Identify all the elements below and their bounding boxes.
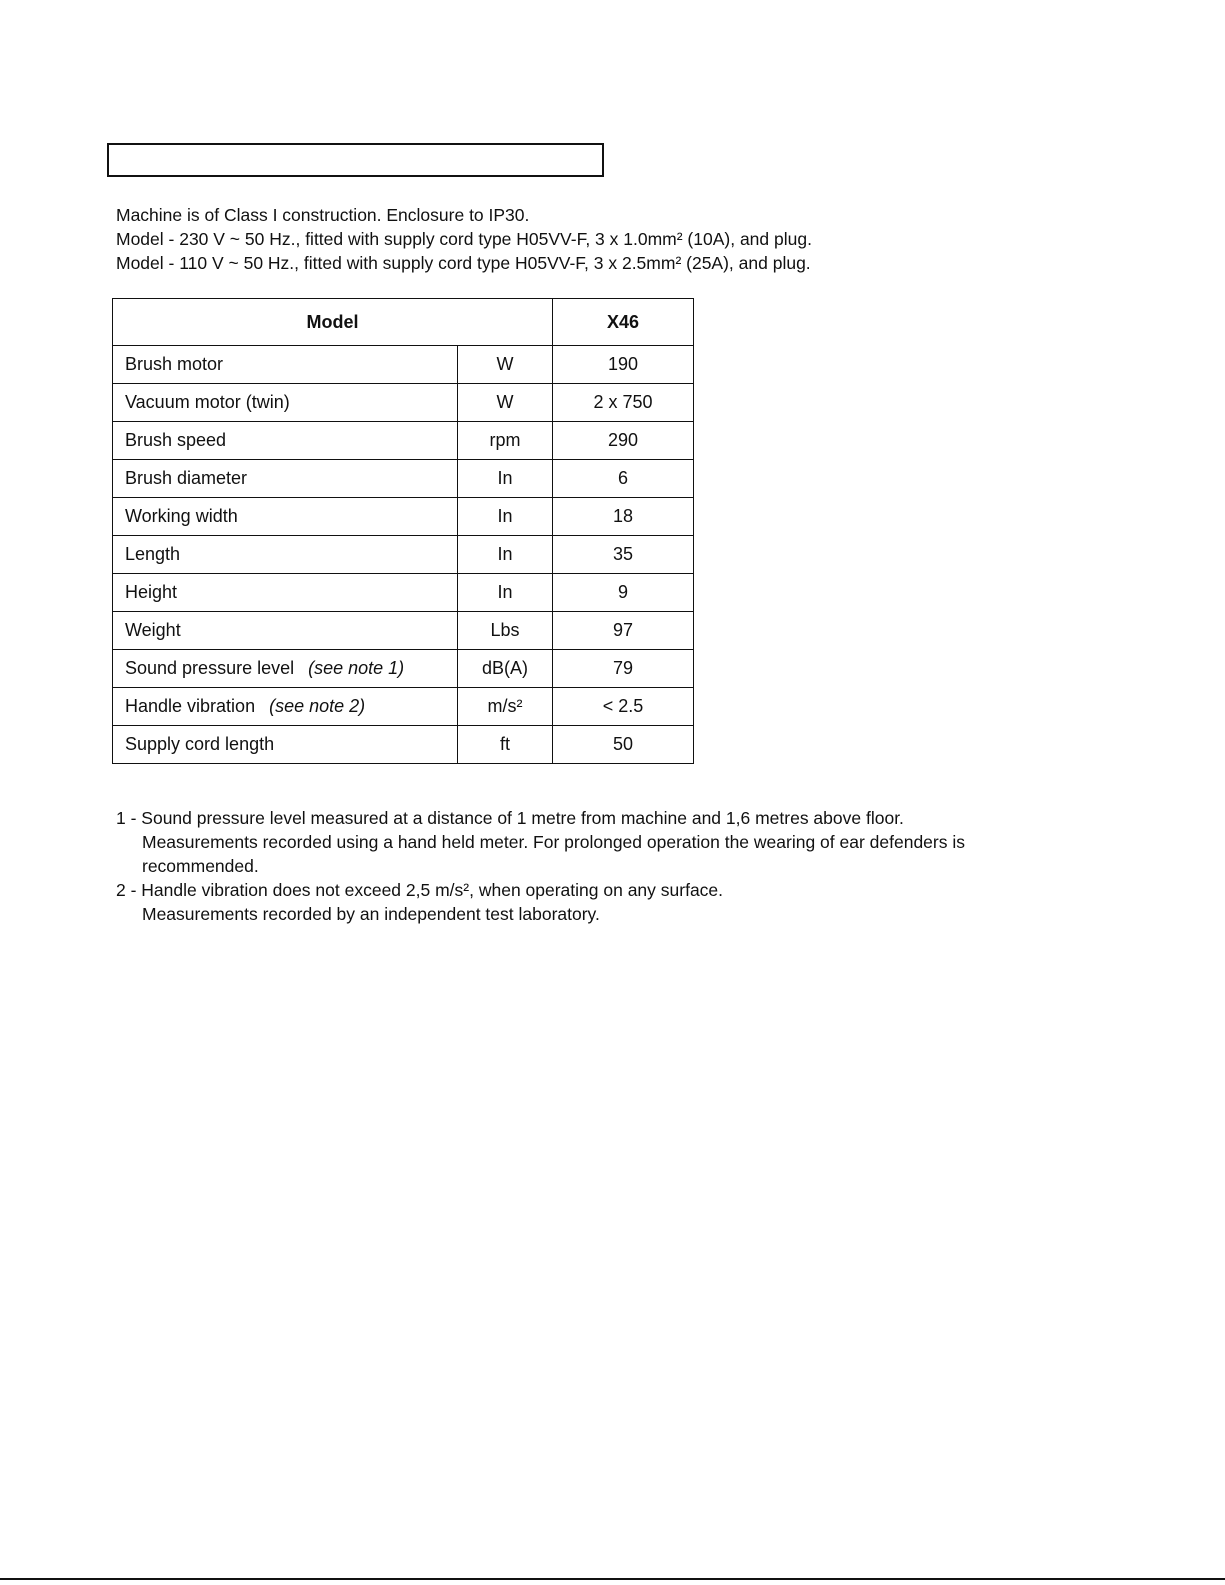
row-label: Length bbox=[125, 544, 181, 564]
table-row bbox=[113, 422, 694, 460]
row-label: Sound pressure level bbox=[125, 658, 295, 678]
row-unit: rpm bbox=[458, 422, 553, 460]
table-row bbox=[113, 498, 694, 536]
row-label: Handle vibration bbox=[125, 696, 256, 716]
table-row bbox=[113, 574, 694, 612]
row-unit: In bbox=[458, 460, 553, 498]
row-name bbox=[113, 688, 458, 726]
row-label: Brush motor bbox=[125, 354, 224, 374]
intro-line: Machine is of Class I construction. Enclosure to IP30. bbox=[116, 205, 530, 225]
row-unit: ft bbox=[458, 726, 553, 764]
row-note: (see note 1) bbox=[308, 658, 405, 678]
note-2-line: Measurements recorded by an independent test laboratory. bbox=[142, 904, 600, 924]
bottom-rule bbox=[0, 1578, 1225, 1580]
intro-text bbox=[116, 203, 812, 275]
row-value: 190 bbox=[553, 346, 694, 384]
row-name bbox=[113, 536, 458, 574]
note-1-line: recommended. bbox=[142, 856, 259, 876]
note-2-line: 2 - Handle vibration does not exceed 2,5 m/s², when operating on any surface. bbox=[116, 880, 724, 900]
table-row bbox=[113, 384, 694, 422]
row-unit: W bbox=[458, 346, 553, 384]
row-value: 97 bbox=[553, 612, 694, 650]
row-value: 18 bbox=[553, 498, 694, 536]
row-name bbox=[113, 498, 458, 536]
row-name bbox=[113, 574, 458, 612]
row-name bbox=[113, 346, 458, 384]
title-box bbox=[107, 143, 604, 177]
table-header-row bbox=[113, 299, 694, 346]
row-name bbox=[113, 726, 458, 764]
row-label: Weight bbox=[125, 620, 181, 640]
row-unit: In bbox=[458, 498, 553, 536]
row-value: 6 bbox=[553, 460, 694, 498]
row-label: Height bbox=[125, 582, 178, 602]
row-name bbox=[113, 612, 458, 650]
row-note: (see note 2) bbox=[269, 696, 366, 716]
intro-line: Model - 230 V ~ 50 Hz., fitted with supply cord type H05VV-F, 3 x 1.0mm² (10A), and plug. bbox=[116, 229, 812, 249]
table-row bbox=[113, 460, 694, 498]
row-label: Brush diameter bbox=[125, 468, 248, 488]
row-name bbox=[113, 650, 458, 688]
intro-line: Model - 110 V ~ 50 Hz., fitted with supply cord type H05VV-F, 3 x 2.5mm² (25A), and plug. bbox=[116, 253, 811, 273]
row-value: 290 bbox=[553, 422, 694, 460]
row-value: 2 x 750 bbox=[553, 384, 694, 422]
row-value: 50 bbox=[553, 726, 694, 764]
row-value: 79 bbox=[553, 650, 694, 688]
row-name bbox=[113, 422, 458, 460]
row-unit: In bbox=[458, 536, 553, 574]
row-unit: Lbs bbox=[458, 612, 553, 650]
note-1-line: 1 - Sound pressure level measured at a distance of 1 metre from machine and 1,6 metres above floor. bbox=[116, 808, 904, 828]
row-unit: In bbox=[458, 574, 553, 612]
row-label: Vacuum motor (twin) bbox=[125, 392, 290, 412]
row-unit: W bbox=[458, 384, 553, 422]
note-1-line: Measurements recorded using a hand held meter. For prolonged operation the wearing of ear defenders is bbox=[142, 832, 965, 852]
header-value: X46 bbox=[553, 299, 694, 346]
row-label: Brush speed bbox=[125, 430, 227, 450]
spec-table bbox=[112, 298, 694, 764]
table-row bbox=[113, 688, 694, 726]
row-unit: dB(A) bbox=[458, 650, 553, 688]
row-label: Working width bbox=[125, 506, 238, 526]
header-model: Model bbox=[113, 299, 553, 346]
row-label: Supply cord length bbox=[125, 734, 275, 754]
row-name bbox=[113, 384, 458, 422]
table-row bbox=[113, 650, 694, 688]
table-row bbox=[113, 612, 694, 650]
row-value: 9 bbox=[553, 574, 694, 612]
table-row bbox=[113, 536, 694, 574]
row-value: < 2.5 bbox=[553, 688, 694, 726]
row-name bbox=[113, 460, 458, 498]
table-row bbox=[113, 726, 694, 764]
row-unit: m/s² bbox=[458, 688, 553, 726]
table-row bbox=[113, 346, 694, 384]
footnotes bbox=[116, 806, 965, 926]
row-value: 35 bbox=[553, 536, 694, 574]
